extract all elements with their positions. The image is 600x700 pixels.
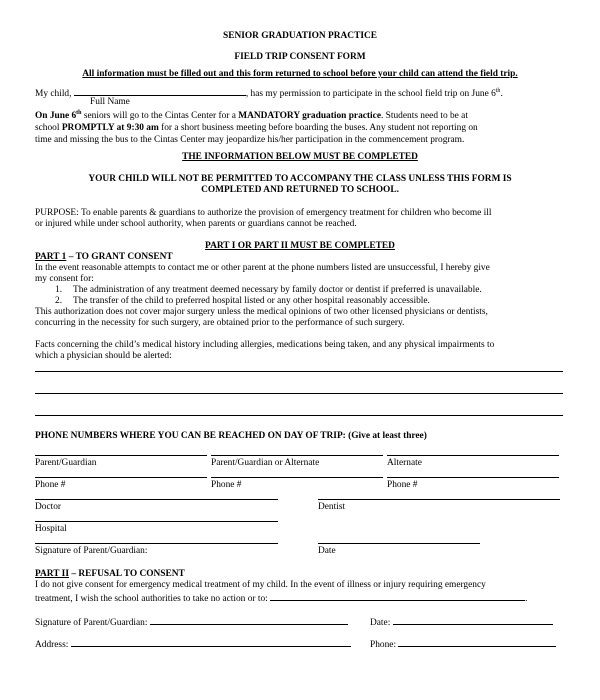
part2-date-row — [370, 615, 553, 629]
warning-line-1: YOUR CHILD WILL NOT BE PERMITTED TO ACCOMPANY THE CLASS UNLESS THIS FORM IS — [88, 174, 512, 184]
full-name-label: Full Name — [90, 97, 130, 107]
part1-item-2: The transfer of the child to preferred hospital listed or any other hospital reasonably accessible. — [73, 296, 430, 306]
part1-auth-2: concurring in the necessity for such surgery, are obtained prior to the performance of such surgery. — [35, 318, 405, 328]
part1-auth-1: This authorization does not cover major surgery unless the medical opinions of two other licensed physicians or dentists, — [35, 307, 488, 317]
part1-item-1: The administration of any treatment deemed necessary by family doctor or dentist if preferred is unavailable. — [73, 285, 482, 295]
hospital-field[interactable] — [35, 521, 278, 522]
phone-3-field[interactable] — [387, 477, 559, 478]
phone-1-field[interactable] — [35, 477, 207, 478]
phone-3-label: Phone # — [387, 480, 418, 490]
part1-heading-text: – TO GRANT CONSENT — [66, 252, 173, 262]
part2-heading — [35, 569, 185, 580]
part2-heading-text: – REFUSAL TO CONSENT — [68, 569, 185, 579]
notice-mandatory: MANDATORY graduation practice — [238, 111, 381, 121]
part1-facts-1: Facts concerning the child’s medical history including allergies, medications being taken, and any physical impairments to — [35, 340, 495, 350]
part1-facts-2: which a physician should be alerted: — [35, 351, 172, 361]
part1-heading — [35, 252, 173, 263]
form-title-2: FIELD TRIP CONSENT FORM — [234, 52, 366, 62]
part2-text-2-label: treatment, I wish the school authorities to take no action or to: — [35, 594, 268, 604]
part1-heading-label: PART 1 — [35, 252, 67, 262]
notice-time: PROMPTLY at 9:30 am — [61, 123, 159, 133]
form-title-1: SENIOR GRADUATION PRACTICE — [222, 31, 377, 41]
medical-history-line-3[interactable] — [35, 415, 563, 416]
hospital-label: Hospital — [35, 524, 67, 534]
notice-text-b: . Students need to be at — [380, 111, 468, 121]
part2-heading-label: PART II — [35, 569, 69, 579]
notice-school: school — [35, 123, 62, 133]
part1-intro-2: my consent for: — [35, 274, 94, 284]
part2-phone-label: Phone: — [370, 640, 397, 650]
part2-phone-field[interactable] — [398, 637, 556, 647]
must-complete-heading: THE INFORMATION BELOW MUST BE COMPLETED — [182, 152, 418, 162]
part2-date-field[interactable] — [393, 615, 553, 625]
parent-guardian-field[interactable] — [35, 455, 207, 456]
phone-2-field[interactable] — [211, 477, 383, 478]
part2-text-2: treatment, I wish the school authorities to take no action or to: . — [35, 591, 527, 605]
alternate-action-field[interactable] — [270, 591, 525, 601]
part1-item-1-num: 1. — [55, 285, 63, 295]
part-choice-heading: PART I OR PART II MUST BE COMPLETED — [205, 241, 395, 251]
dentist-label: Dentist — [318, 502, 346, 512]
consent-prefix: My child, — [35, 89, 72, 99]
doctor-field[interactable] — [35, 499, 278, 500]
notice-date-sup: th — [76, 109, 82, 116]
alternate-field[interactable] — [387, 455, 559, 456]
part1-item-2-num: 2. — [55, 296, 63, 306]
part2-address-field[interactable] — [71, 637, 351, 647]
medical-history-line-1[interactable] — [35, 371, 563, 372]
notice-line-1 — [35, 111, 468, 122]
alternate-label: Alternate — [387, 458, 422, 468]
part2-signature-label: Signature of Parent/Guardian: — [35, 618, 148, 628]
part2-address-row — [35, 637, 351, 651]
consent-middle: , has my permission to participate in the school field trip on June 6 — [245, 89, 496, 99]
dentist-field[interactable] — [318, 499, 560, 500]
part1-intro-1: In the event reasonable attempts to contact me or other parent at the phone numbers listed are unsuccessful, I hereby give — [35, 263, 490, 273]
notice-text-c: for a short business meeting before boarding the buses. Any student not reporting on — [158, 123, 478, 133]
doctor-label: Doctor — [35, 502, 62, 512]
phone-2-label: Phone # — [211, 480, 242, 490]
purpose-line-2: or injured while under school authority, when parents or guardians cannot be reached. — [35, 219, 357, 229]
parent-alternate-field[interactable] — [211, 455, 383, 456]
notice-line-2 — [35, 123, 478, 134]
consent-end: . — [500, 89, 503, 99]
parent-alternate-label: Parent/Guardian or Alternate — [211, 458, 320, 468]
part2-phone-row — [370, 637, 556, 651]
instruction-text: All information must be filled out and this form returned to school before your child can attend the field trip. — [82, 69, 518, 79]
signature-field[interactable] — [35, 543, 278, 544]
part2-text-1: I do not give consent for emergency medical treatment of my child. In the event of illness or injury requiring emergency — [35, 580, 486, 590]
phone-heading: PHONE NUMBERS WHERE YOU CAN BE REACHED ON DAY OF TRIP: (Give at least three) — [35, 431, 427, 441]
warning-line-2: COMPLETED AND RETURNED TO SCHOOL. — [201, 185, 399, 195]
phone-1-label: Phone # — [35, 480, 66, 490]
signature-label: Signature of Parent/Guardian: — [35, 546, 148, 556]
consent-sup: th — [495, 87, 501, 94]
child-name-field[interactable] — [74, 86, 246, 96]
notice-text-a: seniors will go to the Cintas Center for a — [81, 111, 239, 121]
medical-history-line-2[interactable] — [35, 393, 563, 394]
notice-date: On June 6 — [35, 111, 77, 121]
part2-address-label: Address: — [35, 640, 69, 650]
part2-signature-row — [35, 615, 348, 629]
notice-line-3: time and missing the bus to the Cintas Center may jeopardize his/her participation in the commencement program. — [35, 135, 465, 145]
part2-signature-field[interactable] — [150, 615, 348, 625]
purpose-line-1: PURPOSE: To enable parents & guardians to authorize the provision of emergency treatment for children who become ill — [35, 208, 492, 218]
date-label: Date — [318, 546, 336, 556]
part2-date-label: Date: — [370, 618, 391, 628]
parent-guardian-label: Parent/Guardian — [35, 458, 97, 468]
date-field[interactable] — [318, 543, 480, 544]
